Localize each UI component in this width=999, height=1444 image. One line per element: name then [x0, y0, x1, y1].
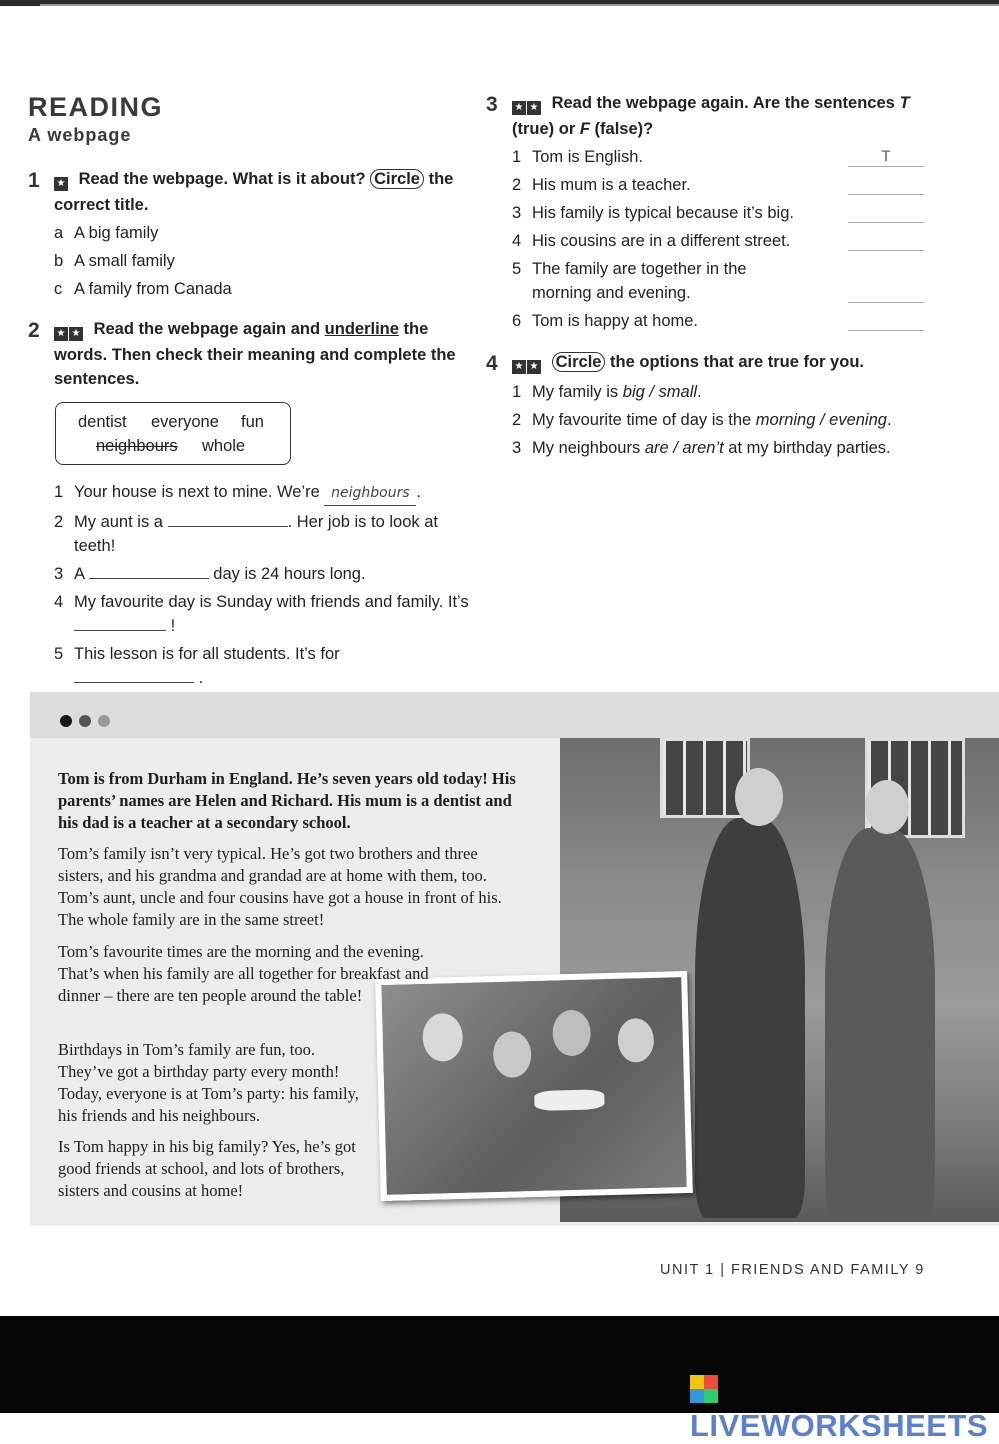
- ex3-item-1: 1 Tom is English. T: [512, 145, 922, 169]
- ex2-item-3: 3 A day is 24 hours long.: [54, 565, 366, 583]
- article-paragraph-1: Tom’s family isn’t very typical. He’s got two brothers and three sisters, and his grandma and grandad are at home with them, too. Tom’s aunt, uncle and four cousins have got a house in front of his. The whole family are in the same street!: [58, 844, 502, 929]
- article-lead: Tom is from Durham in England. He’s seven years old today! His parents’ names are Helen and Richard. His mum is a dentist and his dad is a teacher at a secondary school.: [58, 769, 516, 832]
- dot-icon: [60, 715, 72, 727]
- ex3-item-3: 3 His family is typical because it’s big.: [512, 201, 922, 225]
- exercise-number: 4: [486, 352, 498, 375]
- exercise-4-instruction: ★ ★ Circle the options that are true for you.: [512, 350, 926, 376]
- option-c[interactable]: c A family from Canada: [54, 280, 232, 298]
- ex3-item-4: 4 His cousins are in a different street.: [512, 229, 922, 253]
- ex3-item-5: 5 The family are together in the morning and evening.: [512, 257, 922, 305]
- exercise-2-instruction: ★ ★ Read the webpage again and underline the words. Then check their meaning and complete the sentences.: [54, 320, 456, 388]
- exercise-number: 2: [28, 319, 40, 342]
- exercise-4: [486, 350, 926, 460]
- exercise-2: [28, 317, 468, 391]
- option-b[interactable]: b A small family: [54, 252, 175, 270]
- tf-answer-field[interactable]: [848, 173, 924, 195]
- option-a[interactable]: a A big family: [54, 224, 159, 242]
- answer-field[interactable]: [168, 526, 288, 527]
- answer-field[interactable]: neighbours: [324, 481, 416, 506]
- article-paragraph-2-block: [58, 941, 468, 1007]
- word-fun: fun: [241, 413, 264, 431]
- answer-field[interactable]: [74, 630, 166, 631]
- browser-bar: [30, 692, 999, 738]
- section-subheading: A webpage: [28, 125, 132, 145]
- answer-field[interactable]: [74, 682, 194, 683]
- liveworksheets-watermark: LIVEWORKSHEETS: [690, 1372, 999, 1444]
- difficulty-star-icon: ★ ★: [512, 352, 542, 376]
- exercise-3-instruction: ★ ★ Read the webpage again. Are the sentences T (true) or F (false)?: [512, 94, 910, 138]
- ex2-item-1: 1 Your house is next to mine. We’re neighbours .: [54, 480, 474, 506]
- exercise-number: 1: [28, 169, 40, 192]
- ex2-item-5: 5 This lesson is for all students. It’s for .: [54, 645, 340, 687]
- dot-icon: [98, 715, 110, 727]
- word-everyone: everyone: [151, 413, 219, 431]
- article-intro: [58, 768, 520, 931]
- underline-word: underline: [324, 320, 399, 338]
- word-neighbours: neighbours: [96, 437, 178, 455]
- exercise-2-items: [54, 476, 474, 690]
- answer-field[interactable]: [89, 578, 209, 579]
- ex3-item-6: 6 Tom is happy at home.: [512, 309, 922, 333]
- tf-answer-field[interactable]: [848, 229, 924, 251]
- word-whole: whole: [202, 437, 246, 455]
- exercise-1: [28, 167, 468, 301]
- word-dentist: dentist: [78, 413, 127, 431]
- exercise-3: [486, 91, 926, 333]
- article-paragraph-4: Is Tom happy in his big family? Yes, he’s got good friends at school, and lots of brothers, sisters and cousins at home!: [58, 1137, 356, 1200]
- ex4-item-1[interactable]: 1 My family is big / small.: [512, 383, 702, 401]
- exercise-1-instruction: ★ Read the webpage. What is it about? Circle the correct title.: [54, 170, 454, 214]
- circle-word: Circle: [370, 169, 424, 189]
- page-footer: UNIT 1 | FRIENDS AND FAMILY 9: [660, 1262, 925, 1278]
- tf-answer-field[interactable]: T: [848, 145, 924, 167]
- circle-word: Circle: [552, 352, 606, 372]
- article-paragraph-2: Tom’s favourite times are the morning and the evening. That’s when his family are all together for breakfast and dinner – there are ten people around the table!: [58, 942, 429, 1005]
- difficulty-star-icon: ★ ★: [512, 93, 542, 117]
- ex2-item-2: 2 My aunt is a . Her job is to look at teeth!: [54, 513, 438, 555]
- browser-dots: [60, 714, 117, 732]
- dot-icon: [79, 715, 91, 727]
- tf-answer-field[interactable]: [848, 281, 924, 303]
- tf-answer-field[interactable]: [848, 201, 924, 223]
- difficulty-star-icon: ★: [54, 169, 69, 193]
- article-paragraph-3: Birthdays in Tom’s family are fun, too. They’ve got a birthday party every month! Today, everyone is at Tom’s party: his family, his friends and his neighbours.: [58, 1040, 359, 1125]
- exercise-number: 3: [486, 93, 498, 116]
- section-heading: READING: [28, 92, 164, 122]
- ex2-item-4: 4 My favourite day is Sunday with friends and family. It’s !: [54, 593, 469, 635]
- tf-answer-field[interactable]: [848, 309, 924, 331]
- liveworksheets-logo-icon: [690, 1375, 718, 1403]
- top-edge-shadow: [40, 4, 999, 6]
- difficulty-star-icon: ★ ★: [54, 319, 84, 343]
- word-box: [55, 402, 291, 465]
- ex4-item-2[interactable]: 2 My favourite time of day is the morning / evening.: [512, 411, 892, 429]
- ex3-item-2: 2 His mum is a teacher.: [512, 173, 922, 197]
- ex4-item-3[interactable]: 3 My neighbours are / aren’t at my birthday parties.: [512, 439, 891, 457]
- article-paragraph-3-block: [58, 1039, 370, 1202]
